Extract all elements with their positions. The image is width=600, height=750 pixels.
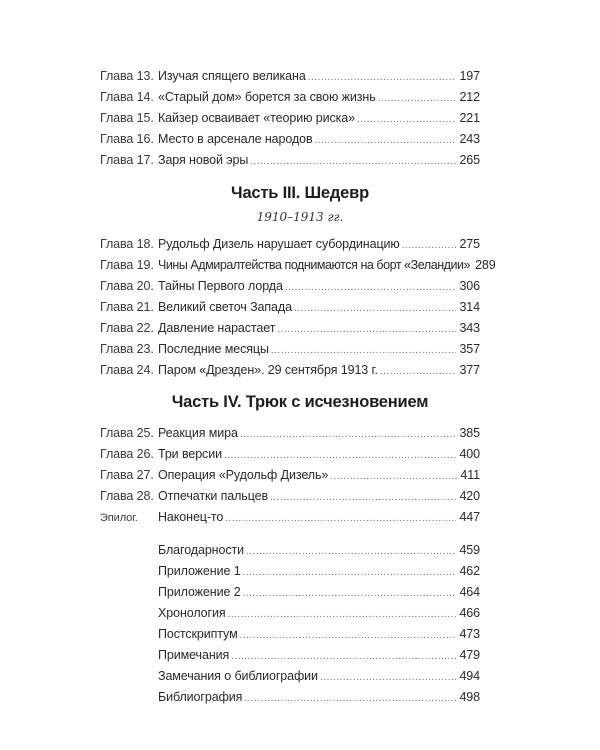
toc-entry (158, 541, 480, 559)
toc-entry (100, 361, 480, 379)
dot-leader (294, 300, 456, 318)
toc-entry (158, 562, 480, 580)
dot-leader (378, 90, 457, 108)
chapter-title: Наконец-то (158, 510, 224, 524)
page-number: 479 (459, 648, 480, 662)
toc-entry (100, 67, 480, 85)
page-number: 243 (459, 132, 480, 146)
chapter-title: Давление нарастает (158, 321, 276, 335)
dot-leader (250, 153, 456, 171)
toc-entry (100, 298, 480, 316)
page-number: 459 (459, 543, 480, 557)
page-number: 462 (459, 564, 480, 578)
page-number: 343 (459, 321, 480, 335)
section-title: Замечания о библиографии (158, 669, 318, 683)
page-number: 400 (459, 447, 480, 461)
dot-leader (357, 111, 456, 129)
section-title: Приложение 2 (158, 585, 241, 599)
chapter-number: Глава 14. (100, 90, 154, 104)
chapter-number: Глава 21. (100, 300, 154, 314)
dot-leader (224, 447, 456, 465)
chapter-number: Глава 19. (100, 258, 154, 272)
toc-entry (100, 151, 480, 169)
chapter-number: Глава 28. (100, 489, 154, 503)
dot-leader (246, 543, 456, 561)
chapter-number: Глава 20. (100, 279, 154, 293)
chapter-title: Изучая спящего великана (158, 69, 306, 83)
dot-leader (277, 321, 456, 339)
chapter-number: Эпилог. (100, 512, 138, 524)
page-number: 494 (459, 669, 480, 683)
dot-leader (225, 510, 456, 528)
dot-leader (380, 363, 457, 381)
chapter-number: Глава 18. (100, 237, 154, 251)
chapter-title: «Старый дом» борется за свою жизнь (158, 90, 376, 104)
chapter-title: Последние месяцы (158, 342, 269, 356)
toc-entry (100, 424, 480, 442)
chapter-title: Тайны Первого лорда (158, 279, 283, 293)
dot-leader (285, 279, 457, 297)
dot-leader (231, 648, 456, 666)
chapter-title: Отпечатки пальцев (158, 489, 269, 503)
toc-entry (100, 130, 480, 148)
page-number: 289 (475, 258, 496, 272)
chapter-title: Заря новой эры (158, 153, 249, 167)
dot-leader (270, 489, 456, 507)
chapter-title: Великий светоч Запада (158, 300, 292, 314)
chapter-title: Паром «Дрезден». 29 сентября 1913 г. (158, 363, 378, 377)
chapter-number: Глава 27. (100, 468, 154, 482)
part-heading: Часть IV. Трюк с исчезновением (171, 393, 429, 411)
page-number: 464 (459, 585, 480, 599)
dot-leader (402, 237, 457, 255)
dot-leader (315, 132, 457, 150)
toc-entry (158, 646, 480, 664)
dot-leader (243, 585, 457, 603)
chapter-title: Место в арсенале народов (158, 132, 313, 146)
chapter-number: Глава 26. (100, 447, 154, 461)
toc-entry (100, 277, 480, 295)
toc-entry (158, 604, 480, 622)
page-number: 221 (459, 111, 480, 125)
chapter-number: Глава 16. (100, 132, 154, 146)
toc-entry (158, 625, 480, 643)
page-number: 314 (459, 300, 480, 314)
part-years: 1910–1913 гг. (256, 210, 344, 224)
page-number: 473 (459, 627, 480, 641)
dot-leader (240, 426, 457, 444)
toc-entry (158, 583, 480, 601)
chapter-title: Кайзер осваивает «теорию риска» (158, 111, 355, 125)
page-number: 377 (459, 363, 480, 377)
page-number: 212 (459, 90, 480, 104)
section-title: Хронология (158, 606, 226, 620)
section-title: Благодарности (158, 543, 244, 557)
toc-entry (158, 667, 480, 685)
toc-entry (100, 487, 480, 505)
chapter-title: Рудольф Дизель нарушает субординацию (158, 237, 400, 251)
chapter-number: Глава 25. (100, 426, 154, 440)
toc-entry (100, 445, 480, 463)
section-title: Библиография (158, 690, 243, 704)
dot-leader (330, 468, 457, 486)
page-number: 411 (460, 468, 480, 482)
page-number: 265 (459, 153, 480, 167)
toc-entry (100, 466, 480, 484)
toc-entry (100, 256, 496, 274)
chapter-title: Три версии (158, 447, 222, 461)
page-number: 385 (459, 426, 480, 440)
chapter-number: Глава 23. (100, 342, 154, 356)
toc-entry (100, 235, 480, 253)
page-number: 197 (459, 69, 480, 83)
dot-leader (228, 606, 457, 624)
chapter-number: Глава 24. (100, 363, 154, 377)
dot-leader (243, 564, 457, 582)
page-number: 275 (459, 237, 480, 251)
dot-leader (240, 627, 457, 645)
chapter-number: Глава 13. (100, 69, 154, 83)
page-number: 498 (459, 690, 480, 704)
toc-entry (100, 340, 480, 358)
chapter-title: Операция «Рудольф Дизель» (158, 468, 329, 482)
chapter-number: Глава 17. (100, 153, 154, 167)
toc-entry (100, 88, 480, 106)
chapter-number: Глава 22. (100, 321, 154, 335)
page-number: 447 (459, 510, 480, 524)
chapter-number: Глава 15. (100, 111, 154, 125)
dot-leader (308, 69, 457, 87)
section-title: Приложение 1 (158, 564, 241, 578)
page-number: 306 (459, 279, 480, 293)
toc-entry (100, 109, 480, 127)
chapter-title: Реакция мира (158, 426, 238, 440)
part-heading: Часть III. Шедевр (231, 184, 369, 202)
dot-leader (271, 342, 457, 360)
page-number: 466 (459, 606, 480, 620)
dot-leader (320, 669, 457, 687)
toc-entry (100, 508, 480, 526)
toc-entry (100, 319, 480, 337)
section-title: Примечания (158, 648, 230, 662)
toc-entry (158, 688, 480, 706)
page-number: 357 (459, 342, 480, 356)
dot-leader (244, 690, 456, 708)
chapter-title: Чины Адмиралтейства поднимаются на борт «Зеландии» (158, 258, 471, 272)
section-title: Постскриптум (158, 627, 238, 641)
page-number: 420 (459, 489, 480, 503)
